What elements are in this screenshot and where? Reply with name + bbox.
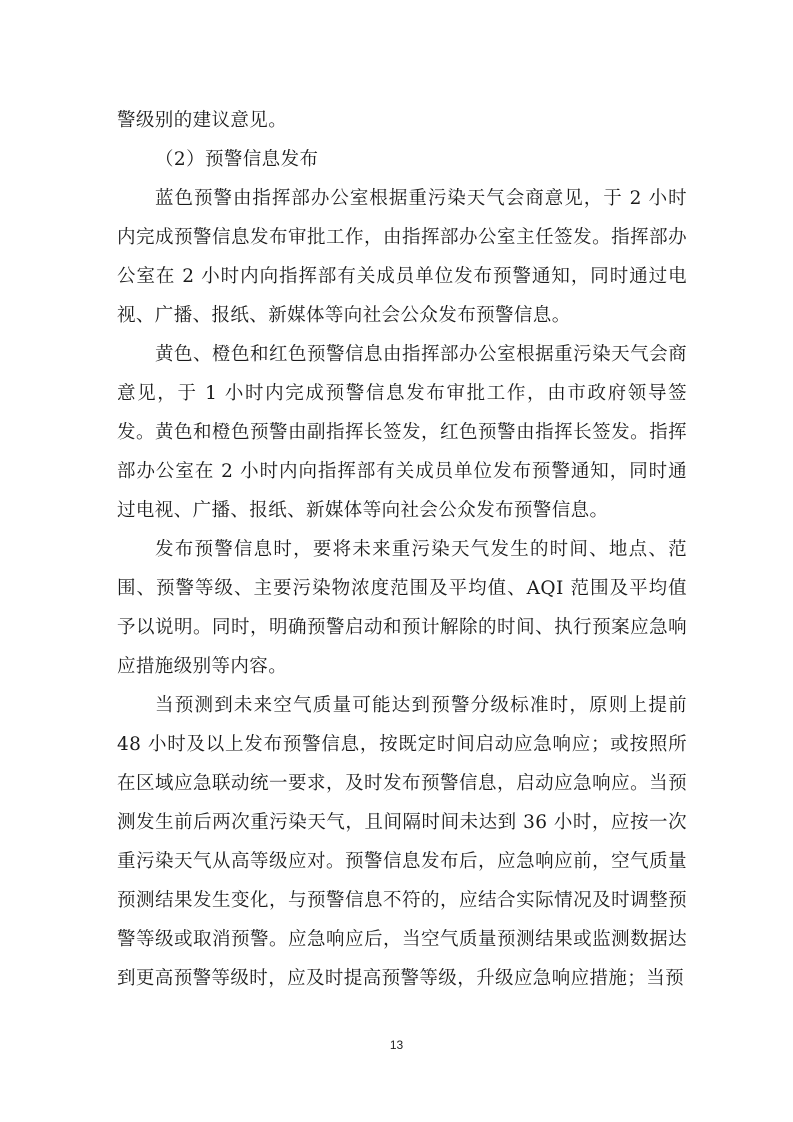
section-heading: （2）预警信息发布 bbox=[155, 149, 319, 170]
paragraph-yellow-orange-red-warning: 黄色、橙色和红色预警信息由指挥部办公室根据重污染天气会商意见，于 1 小时内完成预警信息发布审批工作，由市政府领导签发。黄色和橙色预警由副指挥长签发，红色预警由指挥长签发。指挥部办公室在 2 小时内向指挥部有关成员单位发布预警通知，同时通过电视、广播、报纸、新媒体等向社会公众发布预警信息。 bbox=[117, 344, 687, 521]
paragraph-warning-timing: 当预测到未来空气质量可能达到预警分级标准时，原则上提前 48 小时及以上发布预警信息，按既定时间启动应急响应；或按照所在区域应急联动统一要求，及时发布预警信息，启动应急响应。当预测发生前后两次重污染天气，且间隔时间未达到 36 小时，应按一次重污染天气从高等级应对。预警信息发布后，应急响应前，空气质量预测结果发生变化，与预警信息不符的，应结合实际情况及时调整预警等级或取消预警。应急响应后，当空气质量预测结果或监测数据达到更高预警等级时，应及时提高预警等级，升级应急响应措施；当预 bbox=[117, 695, 687, 989]
page-number: 13 bbox=[389, 1038, 404, 1052]
paragraph-continuation: 警级别的建议意见。 bbox=[117, 110, 288, 131]
paragraph-warning-content: 发布预警信息时，要将未来重污染天气发生的时间、地点、范围、预警等级、主要污染物浓度范围及平均值、AQI 范围及平均值予以说明。同时，明确预警启动和预计解除的时间、执行预案应急响应措施级别等内容。 bbox=[117, 539, 687, 677]
document-body bbox=[117, 101, 687, 998]
paragraph-blue-warning: 蓝色预警由指挥部办公室根据重污染天气会商意见，于 2 小时内完成预警信息发布审批工作，由指挥部办公室主任签发。指挥部办公室在 2 小时内向指挥部有关成员单位发布预警通知，同时通过电视、广播、报纸、新媒体等向社会公众发布预警信息。 bbox=[117, 188, 687, 326]
